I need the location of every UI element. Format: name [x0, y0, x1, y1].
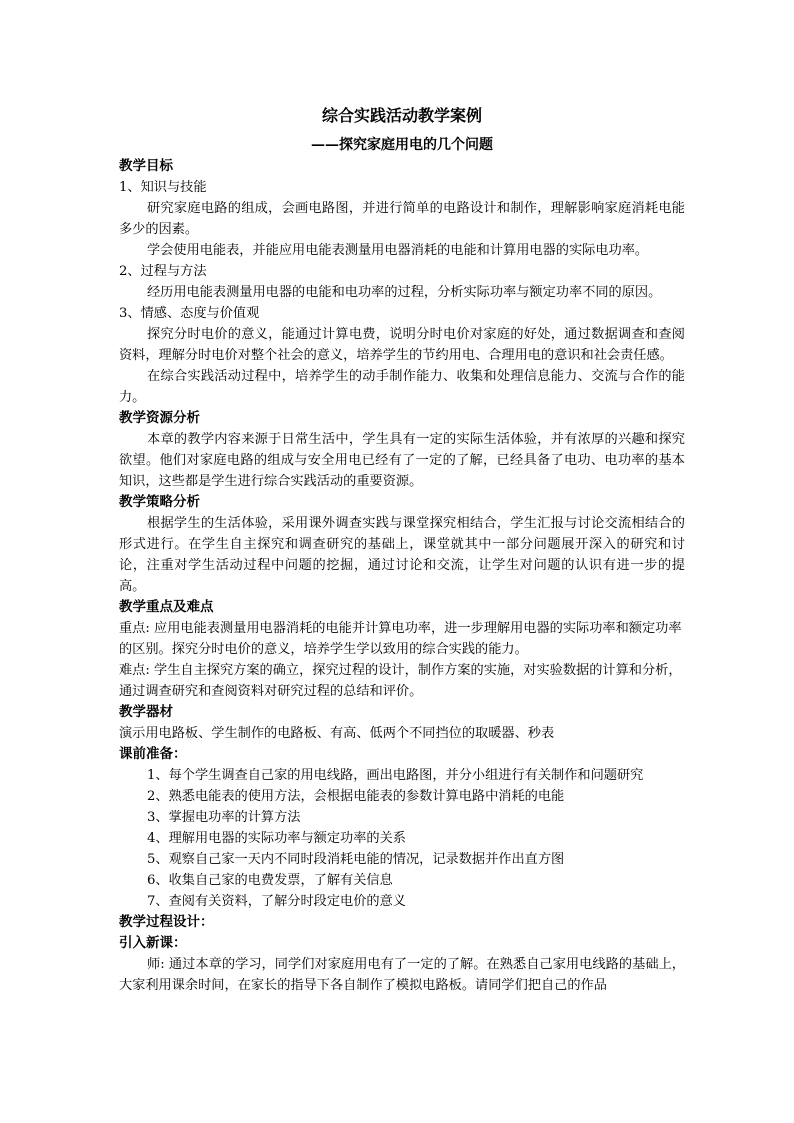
equipment-text: 演示用电路板、学生制作的电路板、有高、低两个不同挡位的取暖器、秒表 [119, 726, 555, 741]
document-subtitle: ——探究家庭用电的几个问题 [311, 137, 493, 153]
subsection-label: 1、知识与技能 [119, 180, 207, 195]
section-heading-objectives: 教学目标 [119, 158, 173, 174]
paragraph: 本章的教学内容来源于日常生活中，学生具有一定的实际生活体验，并有浓厚的兴趣和探究欲望。他们对家庭电路的组成与安全用电已经有了一定的了解，已经具备了电功、电功率的基本知识，这些都是学生进行综合实践活动的重要资源。 [119, 432, 685, 489]
paragraph: 师: 通过本章的学习，同学们对家庭用电有了一定的了解。在熟悉自己家用电线路的基础上，大家利用课余时间，在家长的指导下各自制作了模拟电路板。请同学们把自己的作品 [119, 957, 685, 993]
section-heading-equipment: 教学器材 [119, 704, 173, 720]
paragraph: 经历用电能表测量用电器的电能和电功率的过程，分析实际功率与额定功率不同的原因。 [147, 285, 662, 300]
section-heading-preparation: 课前准备： [119, 746, 187, 762]
document-title: 综合实践活动教学案例 [321, 106, 482, 125]
list-item: 1、每个学生调查自己家的用电线路，画出电路图，并分小组进行有关制作和问题研究 [147, 768, 644, 783]
subsection-label: 2、过程与方法 [119, 264, 207, 279]
section-heading-resources: 教学资源分析 [119, 410, 200, 426]
list-item: 6、收集自己家的电费发票，了解有关信息 [147, 873, 393, 888]
preparation-list [119, 765, 685, 912]
paragraph: 在综合实践活动过程中，培养学生的动手制作能力、收集和处理信息能力、交流与合作的能力。 [119, 369, 685, 405]
section-heading-strategy: 教学策略分析 [119, 494, 200, 510]
list-item: 5、观察自己家一天内不同时段消耗电能的情况，记录数据并作出直方图 [147, 852, 565, 867]
section-heading-process: 教学过程设计： [119, 914, 214, 930]
subsection-label: 3、情感、态度与价值观 [119, 306, 260, 321]
list-item: 2、熟悉电能表的使用方法，会根据电能表的参数计算电路中消耗的电能 [147, 789, 565, 804]
paragraph: 学会使用电能表，并能应用电能表测量用电器消耗的电能和计算用电器的实际电功率。 [147, 243, 649, 258]
focus-paragraph: 重点: 应用电能表测量用电器消耗的电能并计算电功率，进一步理解用电器的实际功率和额定功率的区别。探究分时电价的意义，培养学生学以致用的综合实践的能力。 [119, 621, 682, 657]
document-body [119, 104, 685, 996]
section-heading-keypoints: 教学重点及难点 [119, 599, 214, 615]
list-item: 4、理解用电器的实际功率与额定功率的关系 [147, 831, 406, 846]
list-item: 7、查阅有关资料，了解分时段定电价的意义 [147, 894, 406, 909]
section-heading-intro: 引入新课： [119, 935, 187, 951]
paragraph: 根据学生的生活体验，采用课外调查实践与课堂探究相结合，学生汇报与讨论交流相结合的形式进行。在学生自主探究和调查研究的基础上，课堂就其中一部分问题展开深入的研究和讨论，注重对学生活动过程中问题的挖掘，通过讨论和交流，让学生对问题的认识有进一步的提高。 [119, 516, 685, 594]
paragraph: 探究分时电价的意义，能通过计算电费，说明分时电价对家庭的好处，通过数据调查和查阅资料，理解分时电价对整个社会的意义，培养学生的节约用电、合理用电的意识和社会责任感。 [119, 327, 685, 363]
difficulty-paragraph: 难点: 学生自主探究方案的确立，探究过程的设计，制作方案的实施，对实验数据的计算和分析，通过调查研究和查阅资料对研究过程的总结和评价。 [119, 663, 682, 699]
paragraph: 研究家庭电路的组成，会画电路图，并进行简单的电路设计和制作，理解影响家庭消耗电能多少的因素。 [119, 201, 685, 237]
list-item: 3、掌握电功率的计算方法 [147, 810, 301, 825]
